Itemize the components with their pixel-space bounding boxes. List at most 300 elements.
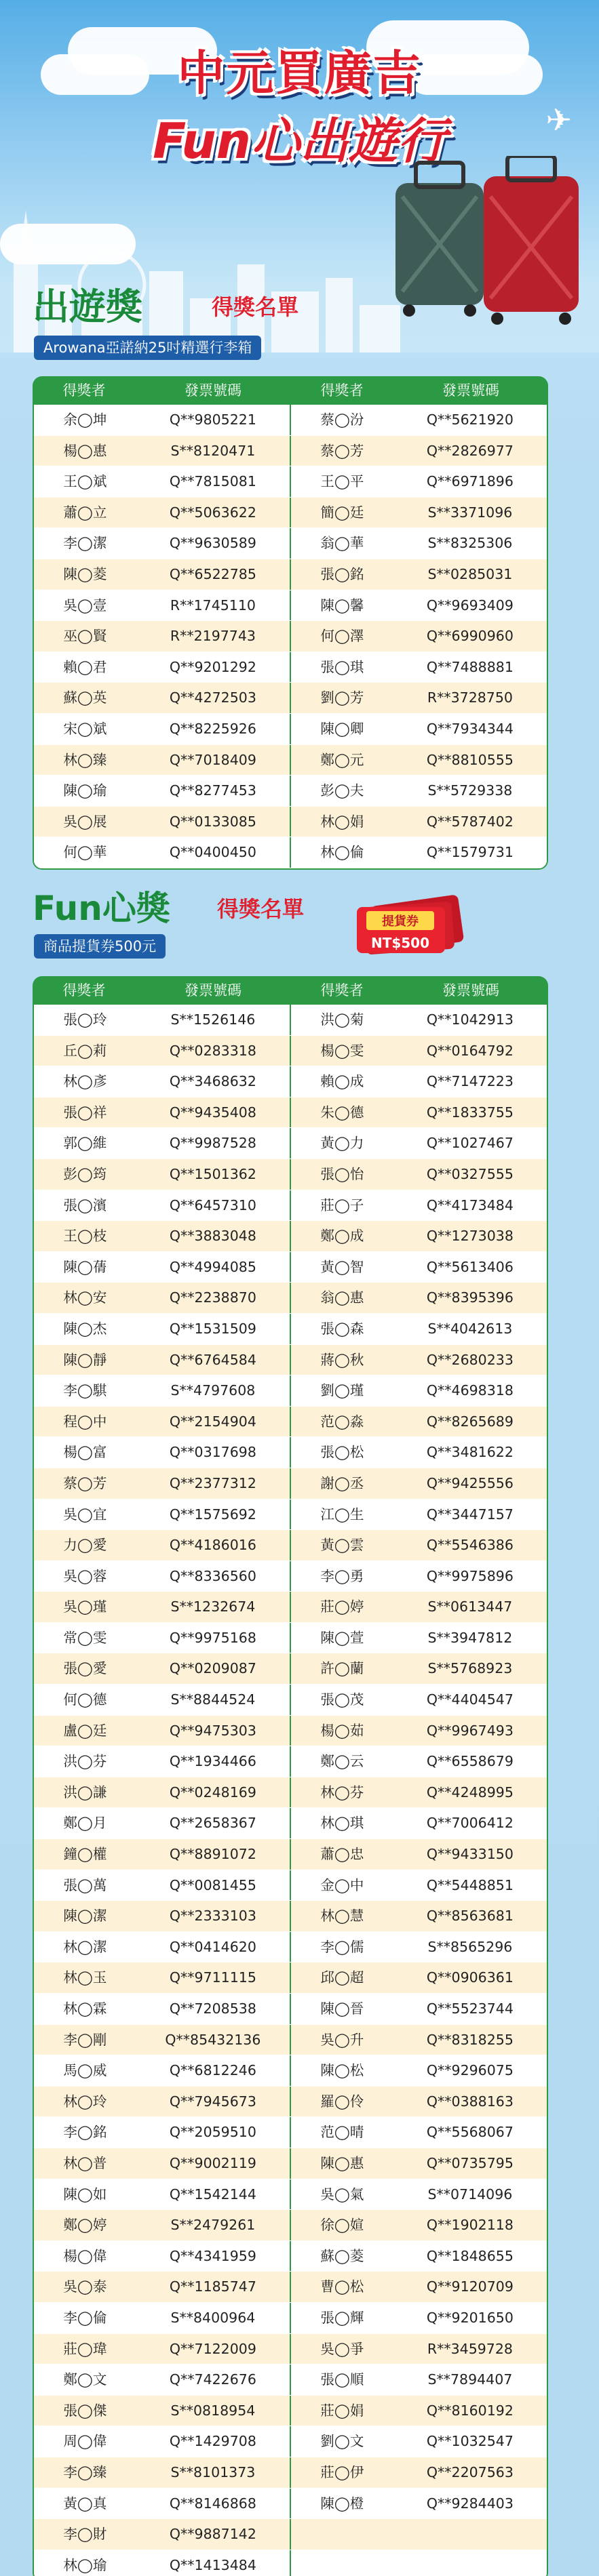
winner-name: 林◯安	[63, 1289, 107, 1306]
invoice-number: Q**0327555	[426, 1165, 514, 1182]
section2-prize-label: 商品提貨券500元	[34, 934, 166, 959]
winner-name: 林◯芬	[290, 1777, 393, 1808]
table-row	[34, 652, 547, 683]
suitcases-image	[382, 156, 585, 332]
winner-name: 余◯坤	[63, 411, 107, 428]
invoice-number: Q**6558679	[426, 1753, 514, 1770]
winner-name: 鄭◯云	[290, 1746, 393, 1777]
invoice-number: Q**9201292	[169, 658, 256, 675]
table-row	[34, 466, 547, 498]
winner-name: 周◯偉	[63, 2433, 107, 2450]
winner-name: 劉◯瑾	[290, 1375, 393, 1406]
table-row	[34, 1005, 547, 1036]
table-row	[34, 1252, 547, 1283]
invoice-number: Q**4248995	[426, 1784, 514, 1800]
invoice-number: Q**9296075	[426, 2062, 514, 2079]
winner-name: 何◯澤	[290, 621, 393, 651]
invoice-number: Q**1531509	[169, 1320, 256, 1337]
invoice-number: Q**9284403	[426, 2495, 514, 2512]
winner-name: 王◯斌	[63, 473, 107, 490]
invoice-number: Q**0209087	[169, 1660, 256, 1677]
winner-name: 盧◯廷	[63, 1722, 107, 1739]
table-row	[34, 1530, 547, 1561]
winner-name: 蘇◯英	[63, 689, 107, 706]
winner-name: 吳◯氣	[290, 2179, 393, 2210]
winner-name: 王◯平	[290, 466, 393, 497]
winner-name: 簡◯廷	[290, 498, 393, 528]
winner-name: 吳◯展	[63, 813, 107, 830]
winner-name: 常◯雯	[63, 1629, 107, 1646]
table-row	[34, 2364, 547, 2396]
winner-name: 陳◯如	[63, 2186, 107, 2202]
invoice-number: Q**7488881	[426, 658, 514, 675]
winner-name: 林◯普	[63, 2154, 107, 2171]
invoice-number: Q**2059510	[169, 2124, 256, 2141]
invoice-number: Q**4698318	[426, 1382, 514, 1399]
winner-name: 馬◯威	[63, 2062, 107, 2079]
invoice-number: Q**8563681	[426, 1908, 514, 1925]
table-body	[33, 405, 548, 870]
table-row	[34, 1839, 547, 1870]
table-row	[34, 1036, 547, 1067]
table-row	[34, 2489, 547, 2520]
invoice-number: Q**8160192	[426, 2402, 514, 2419]
invoice-number: Q**9887142	[169, 2526, 256, 2543]
column-header: 得獎者	[62, 982, 106, 999]
invoice-number: Q**1579731	[426, 844, 514, 861]
winner-name: 鐘◯權	[63, 1846, 107, 1863]
invoice-number: Q**1413484	[169, 2556, 256, 2573]
winner-name: 莊◯子	[290, 1190, 393, 1221]
invoice-number: Q**7815081	[169, 473, 256, 490]
winner-name: 吳◯瑾	[63, 1598, 107, 1615]
winner-name: 黃◯雲	[290, 1530, 393, 1561]
invoice-number: S**5729338	[427, 782, 513, 799]
invoice-number: Q**0317698	[169, 1444, 256, 1461]
invoice-number: R**1745110	[170, 597, 256, 613]
invoice-number: Q**9987528	[169, 1135, 256, 1152]
invoice-number: Q**0164792	[426, 1042, 514, 1059]
invoice-number	[393, 2550, 547, 2576]
table-row	[34, 2550, 547, 2576]
winner-name: 楊◯偉	[63, 2247, 107, 2264]
winner-name: 徐◯媗	[290, 2210, 393, 2240]
table-row	[34, 714, 547, 745]
column-header: 得獎者	[320, 982, 364, 999]
invoice-number: Q**9435408	[169, 1104, 256, 1121]
winner-name: 蔡◯汾	[290, 405, 393, 435]
invoice-number: Q**8395396	[426, 1289, 514, 1306]
table-row	[34, 590, 547, 622]
column-header: 發票號碼	[442, 382, 499, 399]
invoice-number: Q**4994085	[169, 1258, 256, 1275]
table-row	[34, 2396, 547, 2427]
invoice-number: Q**8891072	[169, 1846, 256, 1863]
winner-name: 林◯慧	[290, 1901, 393, 1931]
winner-name: 李◯銘	[63, 2124, 107, 2141]
winner-name: 蔡◯芳	[63, 1474, 107, 1491]
invoice-number: Q**1501362	[169, 1165, 256, 1182]
winner-name: 陳◯菱	[63, 565, 107, 582]
invoice-number: Q**5546386	[426, 1537, 514, 1554]
invoice-number: Q**0248169	[169, 1784, 256, 1800]
invoice-number: Q**1833755	[426, 1104, 514, 1121]
invoice-number: S**0714096	[427, 2186, 513, 2202]
invoice-number: Q**7122009	[169, 2340, 256, 2357]
winner-name: 李◯倫	[63, 2309, 107, 2326]
invoice-number: Q**4186016	[169, 1537, 256, 1554]
winner-name: 莊◯瑋	[63, 2340, 107, 2357]
invoice-number: S**0613447	[427, 1598, 513, 1615]
winner-name: 張◯萬	[63, 1876, 107, 1893]
invoice-number: S**3947812	[427, 1629, 513, 1646]
table-row	[34, 1468, 547, 1500]
winner-name: 吳◯壹	[63, 597, 107, 613]
winner-name: 林◯玉	[63, 1969, 107, 1986]
invoice-number: Q**1042913	[426, 1011, 514, 1028]
winner-name: 林◯倫	[290, 837, 393, 868]
winner-name: 陳◯靜	[63, 1351, 107, 1368]
invoice-number: Q**7006412	[426, 1815, 514, 1832]
winner-name: 陳◯馨	[290, 590, 393, 621]
invoice-number: S**0285031	[427, 565, 513, 582]
winner-name: 林◯彥	[63, 1073, 107, 1090]
invoice-number: Q**5523744	[426, 2000, 514, 2017]
main-title-line1: 中元買廣吉	[177, 45, 422, 101]
winner-name: 郭◯維	[63, 1135, 107, 1152]
table-row	[34, 2303, 547, 2334]
table-row	[34, 1685, 547, 1716]
table-header	[33, 376, 548, 405]
invoice-number: Q**1027467	[426, 1135, 514, 1152]
winner-name: 李◯騏	[63, 1382, 107, 1399]
invoice-number: S**7894407	[427, 2371, 513, 2388]
winner-name: 曹◯松	[290, 2272, 393, 2302]
winner-name: 鄭◯月	[63, 1815, 107, 1832]
invoice-number: Q**9967493	[426, 1722, 514, 1739]
winner-name: 邱◯超	[290, 1963, 393, 1993]
invoice-number: Q**2826977	[426, 442, 514, 459]
winner-name: 楊◯茹	[290, 1716, 393, 1746]
winner-name: 程◯中	[63, 1413, 107, 1430]
winner-name: 林◯潔	[63, 1938, 107, 1955]
invoice-number: Q**7422676	[169, 2371, 256, 2388]
table-row	[34, 1098, 547, 1129]
invoice-number: Q**6457310	[169, 1196, 256, 1213]
invoice-number: S**8844524	[170, 1691, 256, 1708]
winner-name: 李◯臻	[63, 2463, 107, 2480]
main-title-line2: Fun心出遊行	[153, 113, 446, 169]
table-row	[34, 1746, 547, 1777]
winner-name: 楊◯富	[63, 1444, 107, 1461]
winner-name: 陳◯萱	[290, 1623, 393, 1653]
winner-name: 蘇◯菱	[290, 2241, 393, 2272]
winner-name: 江◯生	[290, 1500, 393, 1530]
winner-name: 陳◯卿	[290, 714, 393, 744]
winner-name: 張◯祥	[63, 1104, 107, 1121]
invoice-number: Q**0283318	[169, 1042, 256, 1059]
invoice-number: Q**3481622	[426, 1444, 514, 1461]
table-row	[34, 1808, 547, 1839]
invoice-number: Q**8336560	[169, 1567, 256, 1584]
invoice-number: Q**2333103	[169, 1908, 256, 1925]
winner-name: 楊◯惠	[63, 442, 107, 459]
winner-name: 范◯淼	[290, 1407, 393, 1437]
invoice-number: Q**85432136	[165, 2031, 261, 2048]
invoice-number: Q**9693409	[426, 597, 514, 613]
invoice-number: Q**6812246	[169, 2062, 256, 2079]
winner-name: 李◯勇	[290, 1561, 393, 1592]
winners-table-1	[33, 376, 548, 870]
winner-name: 李◯剛	[63, 2031, 107, 2048]
airplane-icon: ✈	[545, 102, 572, 138]
coupon-value: NT$500	[370, 935, 430, 951]
invoice-number: R**3459728	[427, 2340, 513, 2357]
invoice-number: Q**7147223	[426, 1073, 514, 1090]
invoice-number: S**4797608	[170, 1382, 256, 1399]
winner-name: 黃◯智	[290, 1252, 393, 1283]
invoice-number: Q**9711115	[169, 1969, 256, 1986]
winner-name: 張◯茂	[290, 1685, 393, 1715]
invoice-number: Q**1542144	[169, 2186, 256, 2202]
winner-name: 林◯瑜	[63, 2556, 107, 2573]
table-row	[34, 1345, 547, 1376]
table-row	[34, 405, 547, 436]
section1-prize-label: Arowana亞諾納25吋精選行李箱	[34, 336, 261, 360]
winner-name: 吳◯蓉	[63, 1567, 107, 1584]
column-header: 發票號碼	[442, 982, 499, 999]
winner-name: 張◯怡	[290, 1159, 393, 1190]
table-row	[34, 1314, 547, 1345]
table-row	[34, 498, 547, 529]
invoice-number: Q**1032547	[426, 2433, 514, 2450]
winner-name: 李◯財	[63, 2526, 107, 2543]
winner-name: 劉◯芳	[290, 683, 393, 713]
winner-name: 賴◯成	[290, 1066, 393, 1097]
invoice-number: S**8565296	[427, 1938, 513, 1955]
invoice-number: R**3728750	[427, 689, 513, 706]
invoice-number: Q**0388163	[426, 2093, 514, 2110]
table-row	[34, 1407, 547, 1438]
winner-name: 洪◯芬	[63, 1753, 107, 1770]
winner-name: 林◯霖	[63, 2000, 107, 2017]
winner-name: 翁◯華	[290, 528, 393, 559]
invoice-number: Q**0414620	[169, 1938, 256, 1955]
invoice-number	[393, 2519, 547, 2550]
invoice-number: Q**7934344	[426, 720, 514, 737]
winner-name	[290, 2550, 393, 2576]
table-row	[34, 1066, 547, 1098]
table-row	[34, 2426, 547, 2457]
winner-name: 吳◯宜	[63, 1506, 107, 1523]
winner-name: 蔣◯秋	[290, 1345, 393, 1375]
table-row	[34, 745, 547, 776]
invoice-number: S**8120471	[170, 442, 256, 459]
invoice-number: Q**5787402	[426, 813, 514, 830]
table-row	[34, 2055, 547, 2087]
table-row	[34, 776, 547, 807]
table-row	[34, 2087, 547, 2118]
table-row	[34, 1190, 547, 1222]
table-row	[34, 1901, 547, 1932]
winner-name: 黃◯力	[290, 1128, 393, 1159]
column-header: 發票號碼	[185, 982, 241, 999]
winner-name: 許◯蘭	[290, 1653, 393, 1684]
invoice-number: Q**8810555	[426, 751, 514, 768]
table-row	[34, 1561, 547, 1592]
coupon-ticket-image	[353, 895, 468, 956]
invoice-number: Q**5448851	[426, 1876, 514, 1893]
winner-name: 陳◯橙	[290, 2489, 393, 2519]
invoice-number: Q**0735795	[426, 2154, 514, 2171]
winner-name: 李◯潔	[63, 535, 107, 552]
table-row	[34, 621, 547, 652]
column-header: 得獎者	[320, 382, 364, 399]
winner-name: 陳◯杰	[63, 1320, 107, 1337]
invoice-number: Q**9975896	[426, 1567, 514, 1584]
invoice-number: R**2197743	[170, 628, 256, 645]
invoice-number: Q**9475303	[169, 1722, 256, 1739]
invoice-number: Q**8146868	[169, 2495, 256, 2512]
winner-name: 鄭◯婷	[63, 2217, 107, 2234]
winner-name: 力◯愛	[63, 1537, 107, 1554]
winner-name: 楊◯雯	[290, 1036, 393, 1066]
invoice-number: Q**6522785	[169, 565, 256, 582]
winner-name: 范◯晴	[290, 2117, 393, 2148]
winner-name: 金◯中	[290, 1870, 393, 1901]
table-row	[34, 559, 547, 590]
table-body	[33, 1005, 548, 2576]
table-row	[34, 2334, 547, 2365]
invoice-number: Q**0133085	[169, 813, 256, 830]
invoice-number: Q**9805221	[169, 411, 256, 428]
winner-name: 莊◯娟	[290, 2396, 393, 2426]
winner-name: 張◯森	[290, 1314, 393, 1344]
invoice-number: Q**1273038	[426, 1228, 514, 1245]
winner-name: 張◯松	[290, 1437, 393, 1468]
winner-name: 林◯臻	[63, 751, 107, 768]
table-row	[34, 2210, 547, 2241]
invoice-number: Q**1429708	[169, 2433, 256, 2450]
table-row	[34, 1375, 547, 1407]
invoice-number: Q**0081455	[169, 1876, 256, 1893]
invoice-number: Q**9120709	[426, 2278, 514, 2295]
table-row	[34, 2117, 547, 2148]
winner-name: 張◯順	[290, 2364, 393, 2395]
winner-name: 劉◯文	[290, 2426, 393, 2457]
table-row	[34, 2519, 547, 2550]
winner-name: 賴◯君	[63, 658, 107, 675]
winner-name: 莊◯婷	[290, 1592, 393, 1622]
table-row	[34, 1777, 547, 1809]
winner-name: 林◯娟	[290, 807, 393, 837]
invoice-number: Q**2680233	[426, 1351, 514, 1368]
table-row	[34, 1716, 547, 1747]
table-row	[34, 2457, 547, 2489]
table-row	[34, 1623, 547, 1654]
invoice-number: Q**1848655	[426, 2247, 514, 2264]
table-row	[34, 528, 547, 559]
winner-name: 陳◯潔	[63, 1908, 107, 1925]
winner-name: 吳◯升	[290, 2025, 393, 2055]
coupon-label: 提貨券	[382, 914, 419, 929]
table-row	[34, 1932, 547, 1963]
invoice-number: Q**4404547	[426, 1691, 514, 1708]
winner-name: 張◯銘	[290, 559, 393, 590]
winner-name: 張◯濱	[63, 1196, 107, 1213]
column-header: 發票號碼	[185, 382, 241, 399]
winner-name: 黃◯真	[63, 2495, 107, 2512]
table-row	[34, 2148, 547, 2179]
invoice-number: S**3371096	[427, 504, 513, 521]
invoice-number: Q**2658367	[169, 1815, 256, 1832]
winner-name: 吳◯爭	[290, 2334, 393, 2364]
table-row	[34, 436, 547, 467]
invoice-number: Q**8225926	[169, 720, 256, 737]
winners-table-2	[33, 976, 548, 2576]
winner-name: 洪◯菊	[290, 1005, 393, 1035]
winner-name: 鄭◯成	[290, 1221, 393, 1251]
table-row	[34, 683, 547, 714]
invoice-number: Q**8277453	[169, 782, 256, 799]
invoice-number: Q**2207563	[426, 2463, 514, 2480]
invoice-number: Q**1185747	[169, 2278, 256, 2295]
invoice-number: Q**3883048	[169, 1228, 256, 1245]
winner-name: 蕭◯忠	[290, 1839, 393, 1870]
invoice-number: Q**2238870	[169, 1289, 256, 1306]
winner-name: 張◯玲	[63, 1011, 107, 1028]
invoice-number: Q**1902118	[426, 2217, 514, 2234]
invoice-number: Q**2154904	[169, 1413, 256, 1430]
invoice-number: Q**5621920	[426, 411, 514, 428]
winner-name: 何◯華	[63, 844, 107, 861]
invoice-number: Q**4173484	[426, 1196, 514, 1213]
invoice-number: Q**8265689	[426, 1413, 514, 1430]
invoice-number: Q**4272503	[169, 689, 256, 706]
winner-name: 莊◯伊	[290, 2457, 393, 2488]
winner-name: 陳◯惠	[290, 2148, 393, 2179]
table-row	[34, 1500, 547, 1531]
winner-name: 陳◯瑜	[63, 782, 107, 799]
invoice-number: Q**8318255	[426, 2031, 514, 2048]
invoice-number: Q**2377312	[169, 1474, 256, 1491]
invoice-number: Q**3468632	[169, 1073, 256, 1090]
invoice-number: Q**9630589	[169, 535, 256, 552]
winner-name: 林◯琪	[290, 1808, 393, 1838]
winner-name: 彭◯夫	[290, 776, 393, 806]
winner-name: 林◯玲	[63, 2093, 107, 2110]
winner-name: 陳◯松	[290, 2055, 393, 2086]
invoice-number: S**2479261	[170, 2217, 256, 2234]
winner-name: 張◯琪	[290, 652, 393, 683]
winner-name: 鄭◯元	[290, 745, 393, 776]
invoice-number: Q**5613406	[426, 1258, 514, 1275]
winner-name: 翁◯惠	[290, 1283, 393, 1313]
winner-name: 何◯德	[63, 1691, 107, 1708]
winner-name: 鄭◯文	[63, 2371, 107, 2388]
winner-name: 謝◯丞	[290, 1468, 393, 1499]
invoice-number: Q**9433150	[426, 1846, 514, 1863]
invoice-number: S**1232674	[170, 1598, 256, 1615]
table-row	[34, 1221, 547, 1252]
winner-name: 羅◯伶	[290, 2087, 393, 2117]
invoice-number: Q**1934466	[169, 1753, 256, 1770]
invoice-number: Q**4341959	[169, 2247, 256, 2264]
invoice-number: Q**7208538	[169, 2000, 256, 2017]
winner-name: 丘◯莉	[63, 1042, 107, 1059]
column-header: 得獎者	[62, 382, 106, 399]
winner-name: 張◯輝	[290, 2303, 393, 2333]
